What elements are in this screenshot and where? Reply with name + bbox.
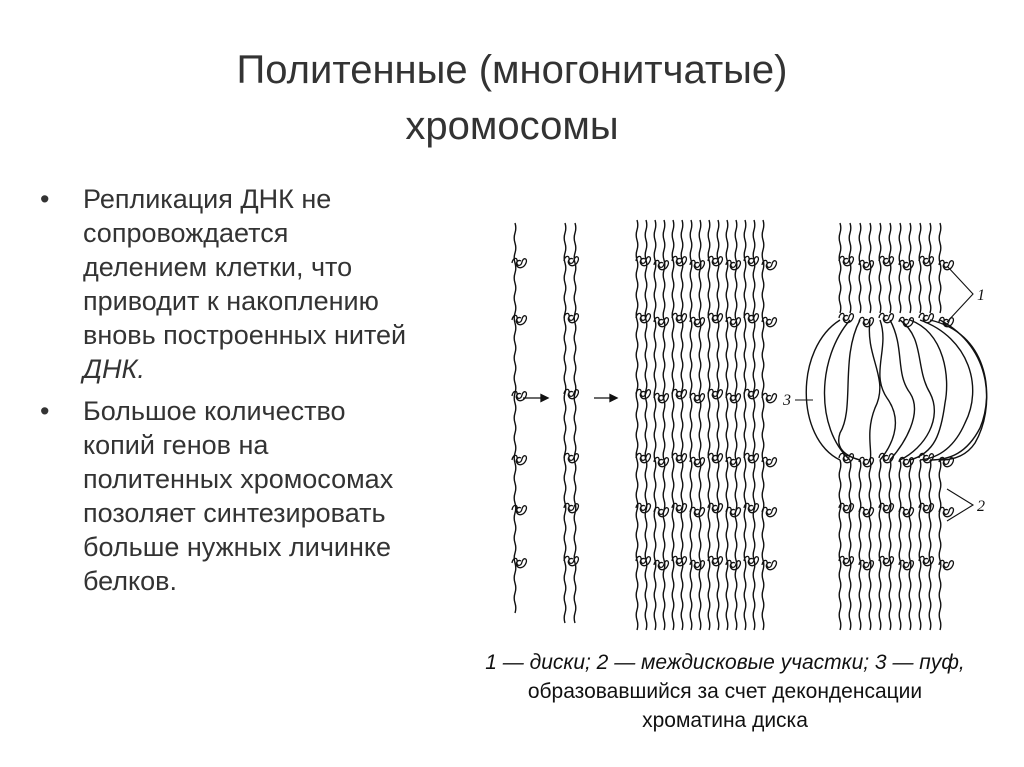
disc-knot bbox=[564, 556, 578, 565]
slide-title-line-1: Политенные (многонитчатые) bbox=[236, 48, 788, 92]
chromatin-strand bbox=[869, 460, 871, 630]
chromatin-strand bbox=[744, 220, 746, 630]
bullet-2-line-6: белков. bbox=[83, 566, 178, 596]
disc-knot bbox=[859, 317, 873, 326]
puff-loop bbox=[869, 320, 880, 460]
chromatin-strand bbox=[939, 223, 941, 313]
disc-knot bbox=[762, 393, 776, 402]
chromatin-strand bbox=[919, 460, 921, 630]
disc-knot bbox=[859, 507, 873, 516]
chromatin-strand bbox=[849, 460, 851, 630]
bullet-1-line-5: вновь построенных нитей bbox=[83, 320, 407, 350]
bullet-item-2 bbox=[40, 394, 490, 598]
polytene-chromosome-diagram bbox=[495, 208, 995, 638]
bullet-1-line-2: сопровождается bbox=[83, 218, 289, 248]
disc-knot bbox=[839, 313, 853, 322]
disc-knot bbox=[708, 389, 722, 398]
chromatin-strand bbox=[859, 223, 861, 313]
bullet-1-line-1: Репликация ДНК не bbox=[83, 184, 332, 214]
disc-knot bbox=[744, 313, 758, 322]
disc-knot bbox=[899, 507, 913, 516]
bullet-2-line-4: позоляет синтезировать bbox=[83, 498, 386, 528]
chromatin-strand bbox=[762, 220, 764, 630]
chromatin-strand bbox=[899, 460, 901, 630]
disc-knot bbox=[919, 256, 933, 265]
puff-loop bbox=[880, 320, 896, 460]
slide-title bbox=[0, 42, 1024, 154]
chromatin-strand bbox=[645, 220, 647, 630]
bullet-2-line-3: политенных хромосомах bbox=[83, 464, 394, 494]
disc-knot bbox=[839, 256, 853, 265]
chromatin-strand bbox=[839, 223, 841, 313]
disc-knot bbox=[919, 313, 933, 322]
disc-knot bbox=[636, 389, 650, 398]
chromatin-strand bbox=[654, 220, 656, 630]
figure-caption bbox=[420, 648, 1024, 735]
disc-knot bbox=[708, 453, 722, 462]
chromatin-strand bbox=[708, 220, 710, 630]
disc-knot bbox=[564, 256, 578, 265]
chromatin-strand bbox=[717, 220, 719, 630]
disc-knot bbox=[744, 453, 758, 462]
disc-knot bbox=[672, 313, 686, 322]
chromatin-strand bbox=[919, 223, 921, 313]
disc-knot bbox=[672, 389, 686, 398]
interdisc-pointer bbox=[947, 489, 973, 521]
disc-knot bbox=[564, 453, 578, 462]
chromatin-strand bbox=[636, 220, 638, 630]
bullet-1-line-6: ДНК. bbox=[83, 354, 145, 384]
bullet-2-line-1: Большое количество bbox=[83, 396, 346, 426]
disc-knot bbox=[636, 313, 650, 322]
label-interdisc: 2 bbox=[977, 498, 985, 515]
bullet-marker: • bbox=[40, 396, 50, 426]
discs-pointer bbox=[947, 266, 973, 322]
disc-knot bbox=[839, 453, 853, 462]
caption-line-2: образовавшийся за счет деконденсации bbox=[527, 680, 923, 703]
disc-knot bbox=[708, 313, 722, 322]
chromatin-strand bbox=[839, 460, 841, 630]
chromatin-strand bbox=[753, 220, 755, 630]
chromatin-strand bbox=[929, 223, 931, 313]
chromatin-strand bbox=[574, 223, 576, 623]
chromatin-strand bbox=[909, 460, 911, 630]
chromatin-strand bbox=[899, 223, 901, 313]
chromatin-strand bbox=[681, 220, 683, 630]
chromatin-strand bbox=[514, 223, 516, 613]
disc-knot bbox=[939, 507, 953, 516]
chromatin-strand bbox=[564, 223, 566, 623]
chromatin-strand bbox=[859, 460, 861, 630]
disc-knot bbox=[654, 393, 668, 402]
disc-knot bbox=[726, 393, 740, 402]
disc-knots bbox=[512, 256, 953, 569]
chromatin-strand bbox=[939, 460, 941, 630]
disc-knot bbox=[690, 393, 704, 402]
puff-loop bbox=[890, 320, 914, 460]
bullet-1-line-4: приводит к накоплению bbox=[83, 286, 379, 316]
bullet-1-line-3: делением клетки, что bbox=[83, 252, 353, 282]
chromatin-strand bbox=[929, 460, 931, 630]
slide-title-line-2: хромосомы bbox=[405, 104, 619, 148]
chromatin-strand bbox=[879, 223, 881, 313]
disc-knot bbox=[879, 256, 893, 265]
disc-knot bbox=[654, 507, 668, 516]
puff-loop bbox=[839, 320, 860, 460]
arrow-icon bbox=[594, 395, 617, 402]
chromatin-strand bbox=[889, 460, 891, 630]
bullet-list bbox=[40, 182, 490, 606]
caption-line-1: 1 — диски; 2 — междисковые участки; 3 — пуф, bbox=[485, 651, 965, 674]
disc-knot bbox=[672, 453, 686, 462]
disc-knot bbox=[636, 453, 650, 462]
puff-loop bbox=[930, 320, 987, 460]
puff-loop bbox=[824, 320, 850, 460]
chromatin-strand bbox=[889, 223, 891, 313]
disc-knot bbox=[564, 313, 578, 322]
disc-knot bbox=[512, 505, 526, 514]
chromatin-strand bbox=[726, 220, 728, 630]
chromatin-strand bbox=[672, 220, 674, 630]
bullet-2-line-5: больше нужных личинке bbox=[83, 532, 392, 562]
bullet-2-line-2: копий генов на bbox=[83, 430, 269, 460]
chromatin-strand bbox=[690, 220, 692, 630]
label-discs: 1 bbox=[977, 287, 985, 304]
bullet-marker: • bbox=[40, 184, 50, 214]
label-puff: 3 bbox=[783, 392, 791, 409]
chromatin-strand bbox=[879, 460, 881, 630]
disc-knot bbox=[726, 507, 740, 516]
chromatin-strands bbox=[514, 220, 986, 630]
caption-line-3: хроматина диска bbox=[642, 709, 808, 732]
chromatin-strand bbox=[849, 223, 851, 313]
disc-knot bbox=[762, 507, 776, 516]
disc-knot bbox=[690, 507, 704, 516]
disc-knot bbox=[744, 389, 758, 398]
bullet-item-1 bbox=[40, 182, 490, 386]
